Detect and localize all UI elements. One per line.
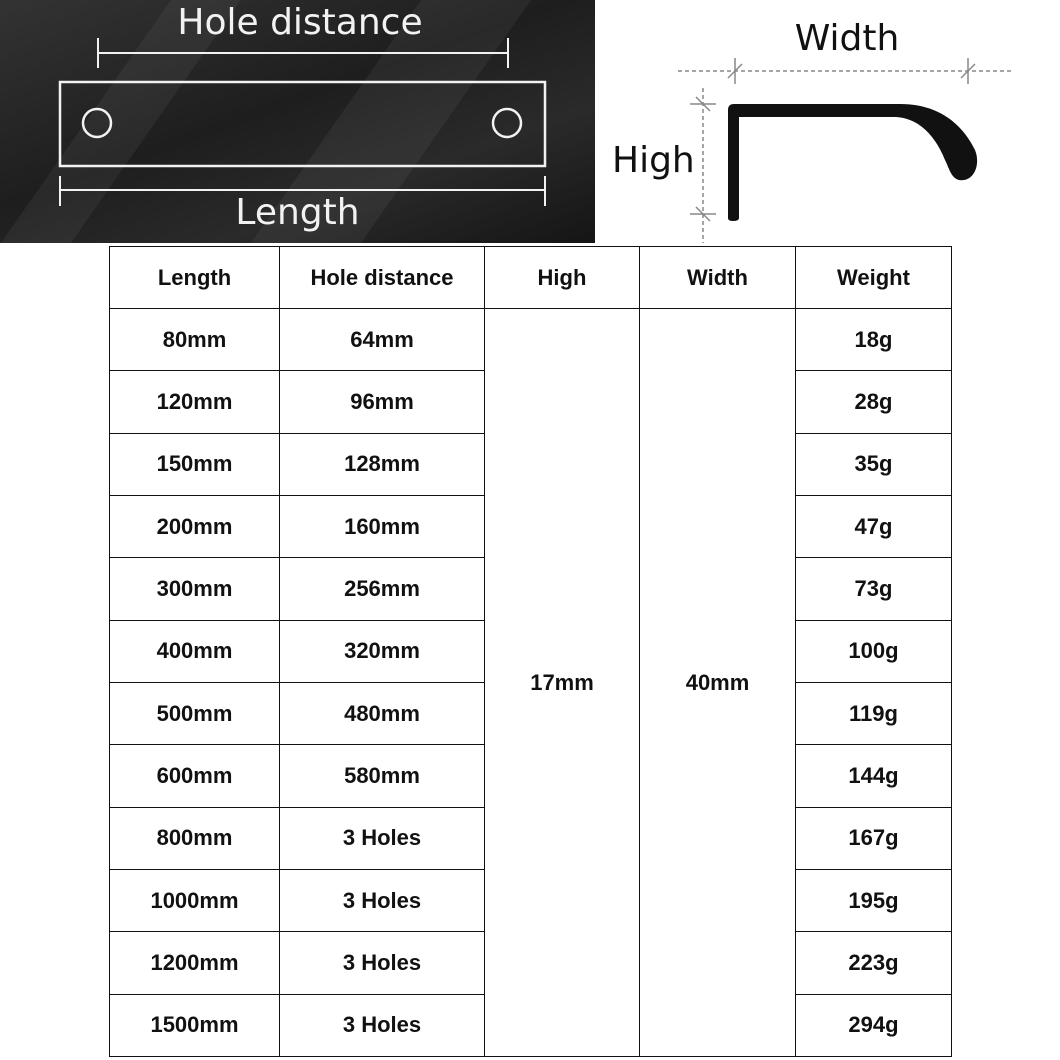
length-cell: 600mm — [110, 745, 280, 807]
hole-distance-label: Hole distance — [177, 2, 423, 43]
header-hole-distance: Hole distance — [280, 247, 485, 309]
length-cell: 1200mm — [110, 932, 280, 994]
hole-distance-cell: 480mm — [280, 682, 485, 744]
weight-cell: 18g — [796, 309, 952, 371]
weight-cell: 47g — [796, 495, 952, 557]
hole-distance-cell: 3 Holes — [280, 932, 485, 994]
length-cell: 800mm — [110, 807, 280, 869]
hole-distance-cell: 580mm — [280, 745, 485, 807]
weight-cell: 28g — [796, 371, 952, 433]
length-cell: 400mm — [110, 620, 280, 682]
header-weight: Weight — [796, 247, 952, 309]
length-cell: 1000mm — [110, 869, 280, 931]
length-cell: 1500mm — [110, 994, 280, 1056]
high-label: High — [612, 140, 695, 181]
spec-table-header — [110, 247, 952, 309]
length-cell: 200mm — [110, 495, 280, 557]
weight-cell: 119g — [796, 682, 952, 744]
mounting-hole-right — [493, 109, 521, 137]
hole-distance-cell: 96mm — [280, 371, 485, 433]
weight-cell: 144g — [796, 745, 952, 807]
mounting-hole-left — [83, 109, 111, 137]
weight-cell: 294g — [796, 994, 952, 1056]
high-value-cell: 17mm — [485, 309, 640, 1057]
width-dimension-line — [678, 58, 1012, 84]
handle-profile-shape — [728, 104, 977, 221]
length-label: Length — [235, 192, 360, 233]
hole-distance-cell: 3 Holes — [280, 869, 485, 931]
weight-cell: 100g — [796, 620, 952, 682]
hole-distance-cell: 160mm — [280, 495, 485, 557]
hole-distance-diagram — [0, 0, 595, 243]
header-high: High — [485, 247, 640, 309]
spec-table — [109, 246, 952, 1057]
handle-plate-outline — [60, 82, 545, 166]
weight-cell: 223g — [796, 932, 952, 994]
length-cell: 500mm — [110, 682, 280, 744]
header-length: Length — [110, 247, 280, 309]
length-cell: 80mm — [110, 309, 280, 371]
width-label: Width — [794, 18, 900, 59]
length-cell: 300mm — [110, 558, 280, 620]
hole-distance-cell: 3 Holes — [280, 807, 485, 869]
weight-cell: 35g — [796, 433, 952, 495]
hole-distance-cell: 256mm — [280, 558, 485, 620]
spec-table-body — [110, 309, 952, 1057]
weight-cell: 73g — [796, 558, 952, 620]
width-value-cell: 40mm — [640, 309, 796, 1057]
table-row — [110, 309, 952, 371]
header-row — [110, 247, 952, 309]
weight-cell: 195g — [796, 869, 952, 931]
header-width: Width — [640, 247, 796, 309]
hole-distance-cell: 64mm — [280, 309, 485, 371]
length-cell: 120mm — [110, 371, 280, 433]
weight-cell: 167g — [796, 807, 952, 869]
hole-distance-cell: 3 Holes — [280, 994, 485, 1056]
hole-distance-cell: 320mm — [280, 620, 485, 682]
length-cell: 150mm — [110, 433, 280, 495]
hole-distance-cell: 128mm — [280, 433, 485, 495]
